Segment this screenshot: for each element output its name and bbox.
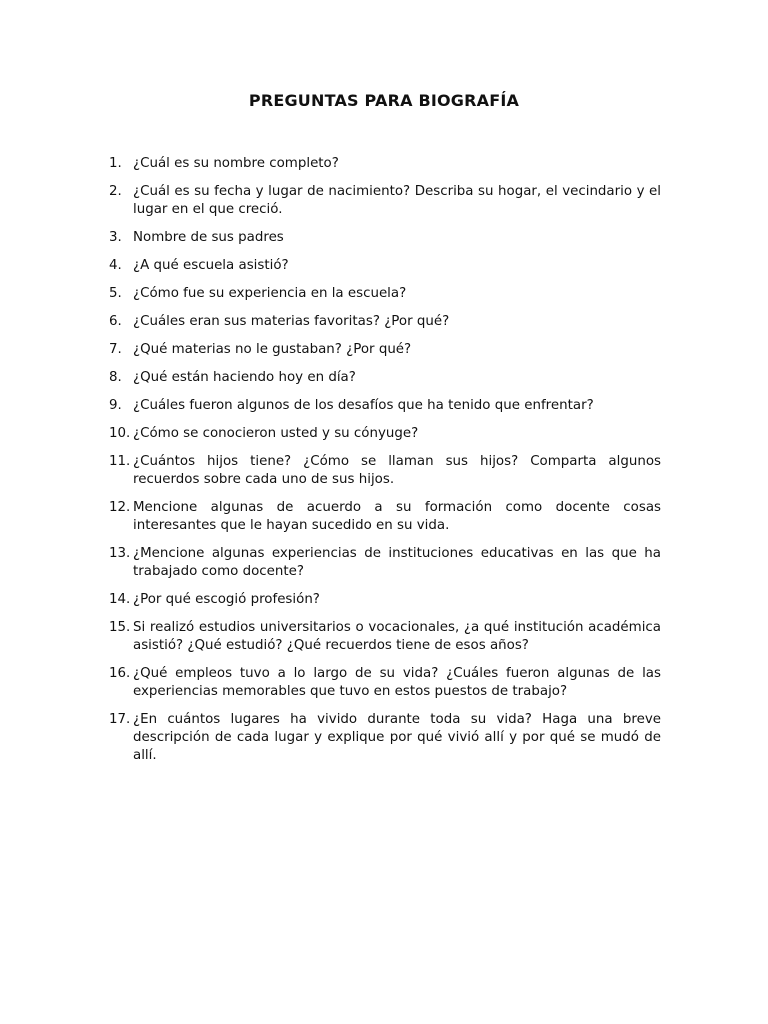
question-text: ¿Cuál es su fecha y lugar de nacimiento? Describa su hogar, el vecindario y el lugar en el que creció. [133, 184, 661, 217]
question-number: 13. [109, 546, 131, 561]
question-item [109, 665, 661, 701]
question-text: ¿Cómo se conocieron usted y su cónyuge? [133, 426, 419, 441]
question-text: ¿Cuántos hijos tiene? ¿Cómo se llaman sus hijos? Comparta algunos recuerdos sobre cada uno de sus hijos. [133, 454, 661, 487]
question-item [109, 183, 661, 219]
question-item [109, 425, 661, 443]
question-number: 9. [109, 398, 122, 413]
question-item [109, 257, 661, 275]
question-number: 2. [109, 184, 122, 199]
page-title: PREGUNTAS PARA BIOGRAFÍA [248, 91, 520, 110]
question-number: 3. [109, 230, 122, 245]
question-item [109, 369, 661, 387]
question-text: ¿Qué materias no le gustaban? ¿Por qué? [133, 342, 412, 357]
question-number: 5. [109, 286, 122, 301]
question-number: 4. [109, 258, 122, 273]
question-number: 1. [109, 156, 122, 171]
question-number: 7. [109, 342, 122, 357]
question-text: Nombre de sus padres [133, 230, 284, 245]
question-text: ¿Cuál es su nombre completo? [133, 156, 339, 171]
question-item [109, 285, 661, 303]
question-list [109, 155, 661, 775]
question-item [109, 313, 661, 331]
question-text: ¿Por qué escogió profesión? [133, 592, 320, 607]
question-item [109, 453, 661, 489]
question-number: 10. [109, 426, 131, 441]
question-text: ¿Cómo fue su experiencia en la escuela? [133, 286, 407, 301]
question-text: ¿Qué empleos tuvo a lo largo de su vida? ¿Cuáles fueron algunas de las experiencias memorables que tuvo en estos puestos de trabajo? [133, 666, 661, 699]
question-item [109, 591, 661, 609]
question-number: 16. [109, 666, 131, 681]
question-number: 17. [109, 712, 131, 727]
question-text: ¿A qué escuela asistió? [133, 258, 289, 273]
question-text: ¿Cuáles eran sus materias favoritas? ¿Por qué? [133, 314, 450, 329]
question-item [109, 499, 661, 535]
question-text: ¿Mencione algunas experiencias de instituciones educativas en las que ha trabajado como docente? [133, 546, 661, 579]
question-item [109, 341, 661, 359]
question-text: Mencione algunas de acuerdo a su formación como docente cosas interesantes que le hayan sucedido en su vida. [133, 500, 661, 533]
question-text: ¿Cuáles fueron algunos de los desafíos que ha tenido que enfrentar? [133, 398, 594, 413]
question-text: ¿En cuántos lugares ha vivido durante toda su vida? Haga una breve descripción de cada lugar y explique por qué vivió allí y por qué se mudó de allí. [133, 712, 661, 763]
question-text: Si realizó estudios universitarios o vocacionales, ¿a qué institución académica asistió? ¿Qué estudió? ¿Qué recuerdos tiene de esos años? [133, 620, 661, 653]
question-item [109, 711, 661, 765]
question-text: ¿Qué están haciendo hoy en día? [133, 370, 356, 385]
question-item [109, 229, 661, 247]
question-number: 6. [109, 314, 122, 329]
question-number: 8. [109, 370, 122, 385]
question-number: 15. [109, 620, 131, 635]
question-item [109, 619, 661, 655]
question-number: 11. [109, 454, 131, 469]
question-number: 14. [109, 592, 131, 607]
question-number: 12. [109, 500, 131, 515]
question-item [109, 155, 661, 173]
question-item [109, 397, 661, 415]
question-item [109, 545, 661, 581]
